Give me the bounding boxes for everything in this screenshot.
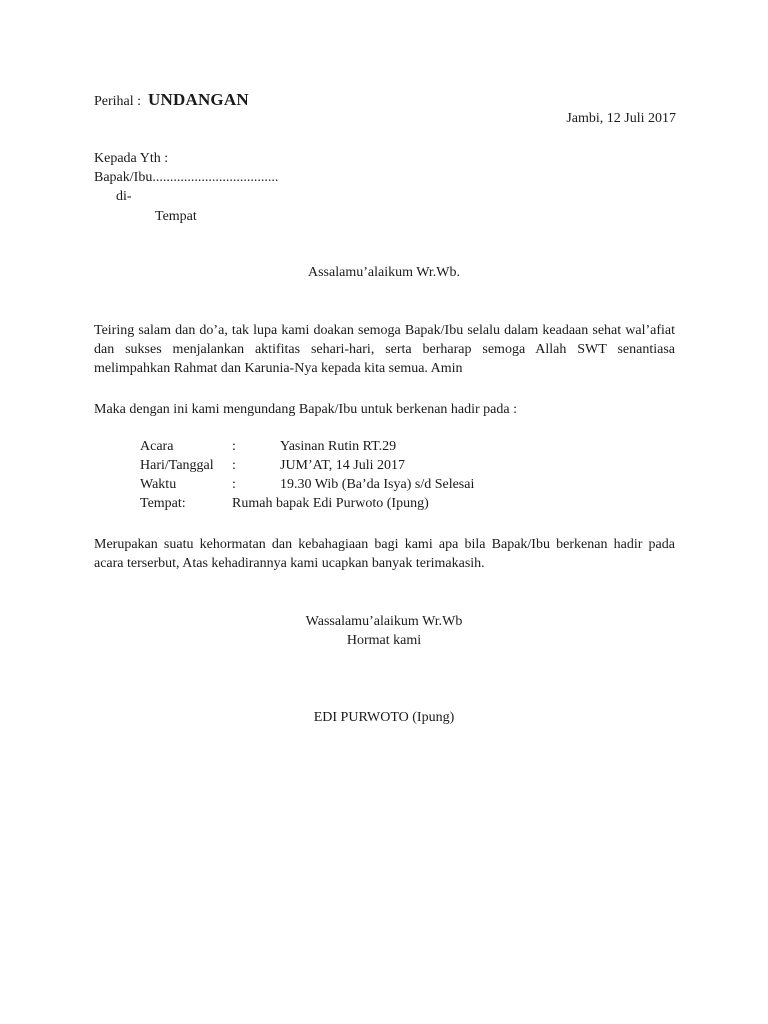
detail-label: Tempat: (140, 496, 186, 511)
closing-regards: Hormat kami (346, 633, 422, 648)
detail-value: 19.30 Wib (Ba’da Isya) s/d Selesai (280, 477, 475, 492)
recipient-line-2: Bapak/Ibu.................................... (94, 170, 279, 185)
detail-value: Yasinan Rutin RT.29 (280, 439, 397, 454)
detail-label: Waktu (140, 477, 177, 492)
detail-label: Hari/Tanggal (140, 458, 214, 473)
detail-separator: : (232, 477, 236, 492)
invitation-paragraph: Maka dengan ini kami mengundang Bapak/Ibu untuk berkenan hadir pada : (94, 402, 517, 417)
greeting: Assalamu’alaikum Wr.Wb. (308, 265, 460, 280)
opening-paragraph: Teiring salam dan do’a, tak lupa kami doakan semoga Bapak/Ibu selalu dalam keadaan sehat wal’afiat dan sukses menjalankan aktifitas sehari-hari, serta berharap semoga Allah SWT senantiasa melimpahkan Rahmat dan Karunia-Nya kepada kita semua. Amin (94, 323, 675, 376)
closing-paragraph: Merupakan suatu kehormatan dan kebahagiaan bagi kami apa bila Bapak/Ibu berkenan hadir pada acara terserbut, Atas kehadirannya kami ucapkan banyak terimakasih. (94, 537, 675, 571)
subject-label: Perihal : (94, 94, 142, 109)
recipient-line-4: Tempat (155, 209, 197, 224)
subject-line (94, 90, 249, 111)
subject-value: UNDANGAN (148, 90, 249, 109)
recipient-line-3: di- (116, 189, 132, 204)
place-date: Jambi, 12 Juli 2017 (566, 111, 676, 126)
detail-separator: : (232, 458, 236, 473)
detail-separator: : (232, 439, 236, 454)
closing-salutation: Wassalamu’alaikum Wr.Wb (305, 614, 463, 629)
detail-label: Acara (140, 439, 174, 454)
detail-value: Rumah bapak Edi Purwoto (Ipung) (232, 496, 429, 511)
signer-name: EDI PURWOTO (Ipung) (313, 710, 455, 725)
detail-value: JUM’AT, 14 Juli 2017 (280, 458, 405, 473)
recipient-line-1: Kepada Yth : (94, 151, 169, 166)
